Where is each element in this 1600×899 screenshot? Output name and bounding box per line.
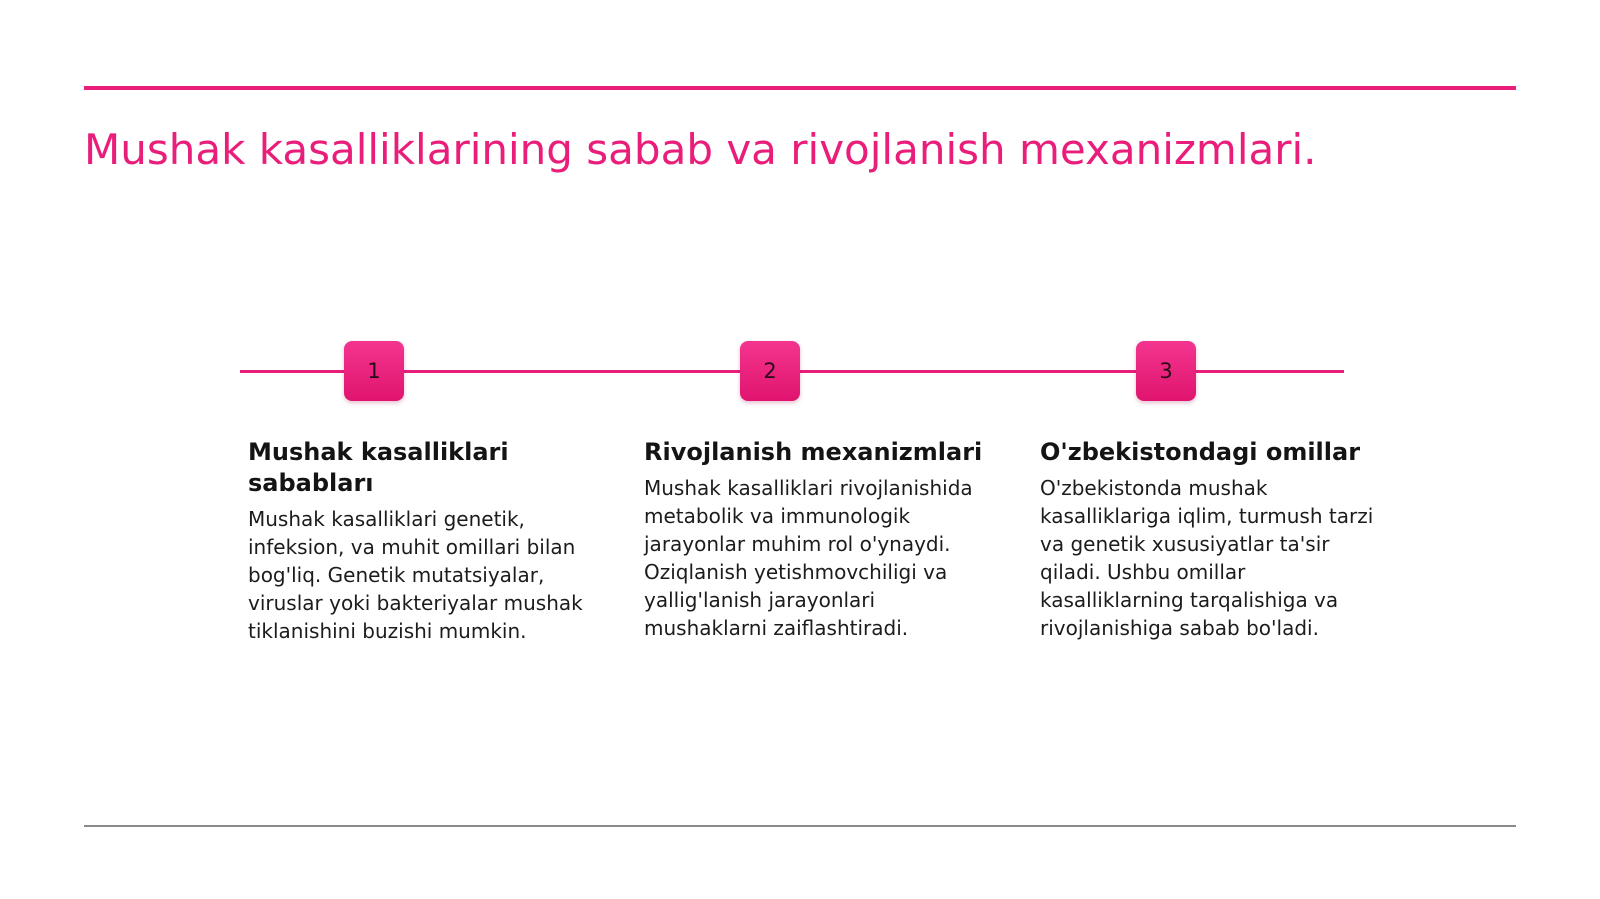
step-heading: O'zbekistondagi omillar: [1040, 438, 1361, 466]
step-heading: Mushak kasalliklari sababları: [248, 438, 509, 497]
step-description: Mushak kasalliklari genetik, infeksion, va muhit omillari bilan bog'liq. Genetik mutatsiyalar, viruslar yoki bakteriyalar mushak tiklanishini buzishi mumkin.: [248, 507, 583, 643]
step-description: Mushak kasalliklari rivojlanishida metabolik va immunologik jarayonlar muhim rol o'ynaydi. Oziqlanish yetishmovchiligi va yallig'lanish jarayonlari mushaklarni zaiflashtiradi.: [644, 476, 973, 640]
page-title: Mushak kasalliklarining sabab va rivojlanish mexanizmlari.: [84, 125, 1317, 174]
step-card-3: [1040, 437, 1390, 642]
step-badge-3: 3: [1136, 341, 1196, 401]
bottom-divider: [84, 825, 1516, 827]
step-description: O'zbekistonda mushak kasalliklariga iqlim, turmush tarzi va genetik xususiyatlar ta'sir qiladi. Ushbu omillar kasalliklarning tarqalishiga va rivojlanishiga sabab bo'ladi.: [1040, 476, 1374, 640]
step-heading: Rivojlanish mexanizmlari: [644, 438, 983, 466]
step-card-1: [248, 437, 598, 645]
step-card-2: [644, 437, 994, 642]
step-badge-2: 2: [740, 341, 800, 401]
step-badge-1: 1: [344, 341, 404, 401]
top-divider: [84, 86, 1516, 90]
